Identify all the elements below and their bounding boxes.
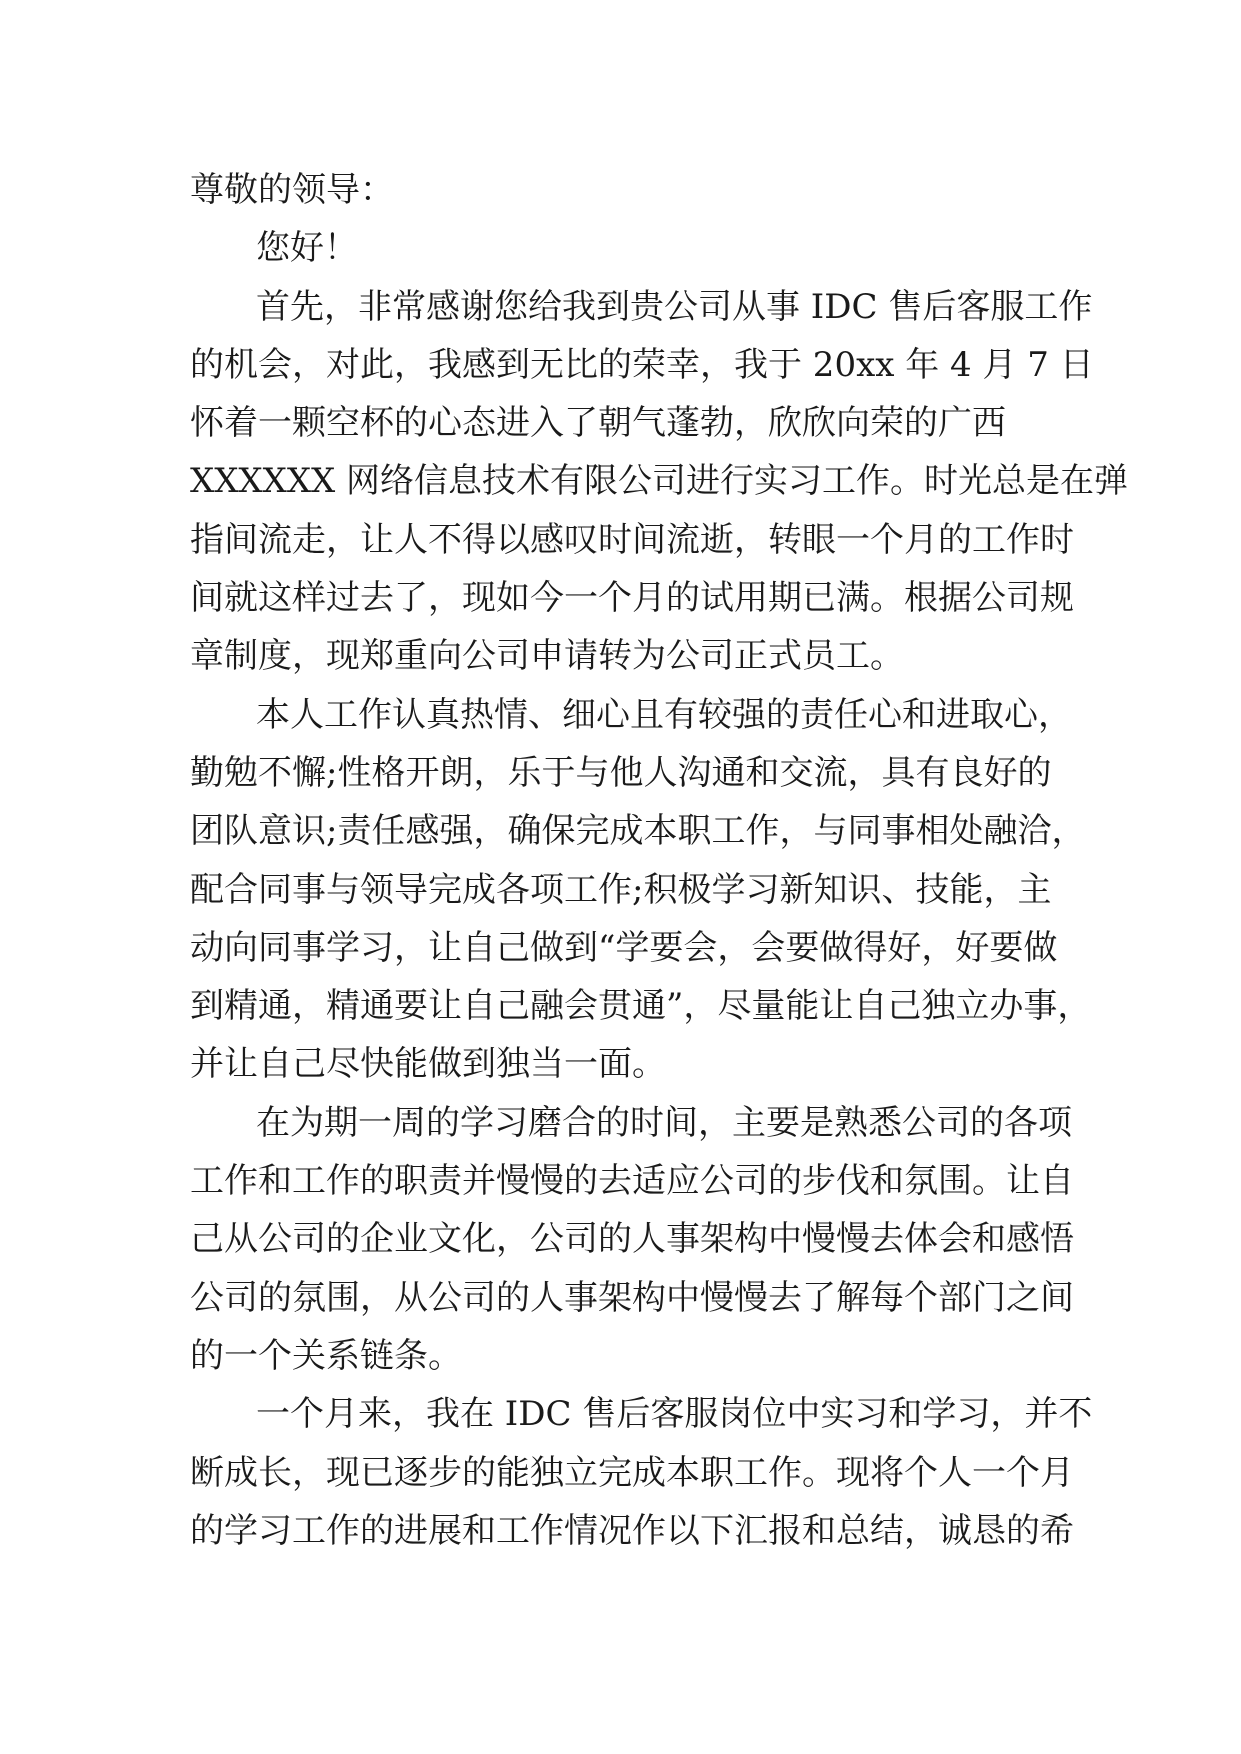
- text-line: 的一个关系链条。: [190, 1335, 462, 1376]
- text-line: 章制度，现郑重向公司申请转为公司正式员工。: [190, 636, 904, 677]
- paragraph-4: [190, 1385, 1093, 1560]
- text-line: 勤勉不懈;性格开朗，乐于与他人沟通和交流，具有良好的: [190, 752, 1052, 793]
- text-line: 本人工作认真热情、细心且有较强的责任心和进取心，: [256, 694, 1072, 735]
- text-line: 公司的氛围，从公司的人事架构中慢慢去了解每个部门之间: [190, 1277, 1074, 1318]
- paragraph-3: [190, 1094, 1074, 1385]
- text-line: 的学习工作的进展和工作情况作以下汇报和总结，诚恳的希: [190, 1510, 1074, 1551]
- greeting: 您好！: [256, 228, 358, 269]
- paragraph-1: [190, 278, 1129, 686]
- letter-body: [190, 161, 1129, 1560]
- text-line: 一个月来，我在 IDC 售后客服岗位中实习和学习，并不: [256, 1394, 1093, 1435]
- text-line: 指间流走，让人不得以感叹时间流逝，转眼一个月的工作时: [190, 519, 1074, 560]
- salutation: 尊敬的领导：: [190, 170, 394, 210]
- text-line: 己从公司的企业文化，公司的人事架构中慢慢去体会和感悟: [190, 1219, 1074, 1260]
- text-line: 动向同事学习，让自己做到“学要会，会要做得好，好要做: [190, 927, 1058, 968]
- text-line: 团队意识;责任感强，确保完成本职工作，与同事相处融洽，: [190, 811, 1086, 852]
- text-line: 首先，非常感谢您给我到贵公司从事 IDC 售后客服工作: [256, 286, 1093, 327]
- text-line: 间就这样过去了，现如今一个月的试用期已满。根据公司规: [190, 578, 1074, 619]
- text-line: 到精通，精通要让自己融会贯通”，尽量能让自己独立办事，: [190, 986, 1092, 1027]
- text-line: 在为期一周的学习磨合的时间，主要是熟悉公司的各项: [256, 1102, 1072, 1143]
- text-line: 的机会，对此，我感到无比的荣幸，我于 20xx 年 4 月 7 日: [190, 344, 1094, 385]
- paragraph-2: [190, 686, 1092, 1094]
- text-line: 断成长，现已逐步的能独立完成本职工作。现将个人一个月: [190, 1452, 1074, 1493]
- text-line: 并让自己尽快能做到独当一面。: [190, 1044, 666, 1085]
- text-line: 怀着一颗空杯的心态进入了朝气蓬勃，欣欣向荣的广西: [190, 403, 1006, 444]
- text-line: 工作和工作的职责并慢慢的去适应公司的步伐和氛围。让自: [190, 1161, 1074, 1202]
- text-line: XXXXXX 网络信息技术有限公司进行实习工作。时光总是在弹: [190, 461, 1129, 502]
- text-line: 配合同事与领导完成各项工作;积极学习新知识、技能，主: [190, 869, 1052, 910]
